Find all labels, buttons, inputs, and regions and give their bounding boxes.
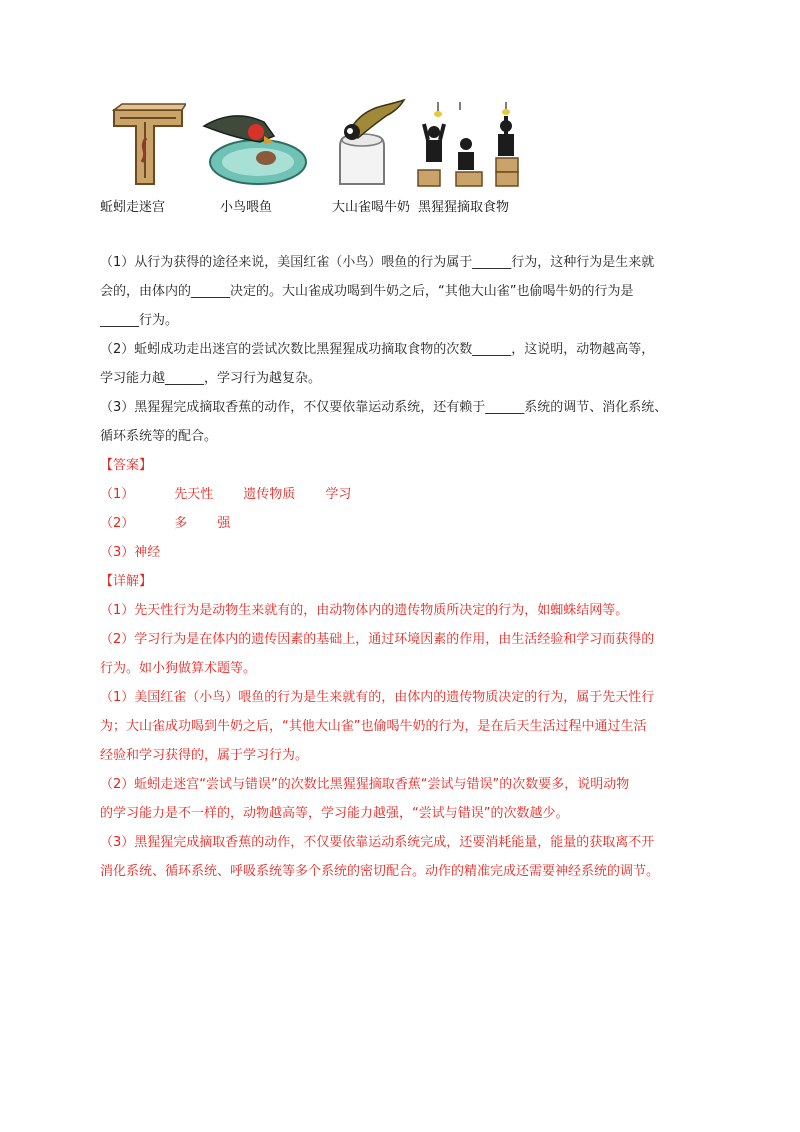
figure-strip [100,96,540,226]
answer-value: 遗传物质 [243,487,296,502]
explanation-line: （1）美国红雀（小鸟）喂鱼的行为是生来就有的，由体内的遗传物质决定的行为，属于先天性行 [100,690,655,705]
earthworm-maze-figure [108,102,186,188]
chimpanzee-picking-food-icon [414,100,526,190]
earthworm-maze-icon [108,102,186,188]
question-text: （3）黑猩猩完成摘取香蕉的动作，不仅要依靠运动系统，还有赖于______系统的调节、消化系统、 [100,400,668,415]
figure-caption: 大山雀喝牛奶 [332,200,411,215]
explanation-line: 经验和学习获得的，属于学习行为。 [100,748,309,763]
question-text: 学习能力越______，学习行为越复杂。 [100,371,322,386]
answer-value: 先天性 [174,487,214,502]
answer-value: 多 [174,516,188,531]
bird-feeding-fish-figure [200,102,308,188]
explanation-header: 【详解】 [100,574,153,589]
answer-row-1 [100,480,704,509]
explanation-line: 为；大山雀成功喝到牛奶之后，“其他大山雀”也偷喝牛奶的行为，是在后天生活过程中通过生活 [100,719,647,734]
question-text: 循环系统等的配合。 [100,429,218,444]
explanation-line: （2）学习行为是在体内的遗传因素的基础上，通过环境因素的作用，由生活经验和学习而获得的 [100,632,655,647]
question-text: ______行为。 [100,313,179,328]
explanation-line: 消化系统、循环系统、呼吸系统等多个系统的密切配合。动作的精准完成还需要神经系统的调节。 [100,864,660,879]
tit-drinking-milk-icon [318,96,408,188]
explanation-line: 行为。如小狗做算术题等。 [100,661,257,676]
explanation-line: （1）先天性行为是动物生来就有的，由动物体内的遗传物质所决定的行为，如蜘蛛结网等。 [100,603,629,618]
answer-header: 【答案】 [100,458,153,473]
bird-feeding-fish-icon [200,102,308,188]
answer-number: （1） [100,487,135,502]
explanation-line: （2）蚯蚓走迷宫“尝试与错误”的次数比黑猩猩摘取香蕉“尝试与错误”的次数要多，说明动物 [100,777,630,792]
figure-caption: 小鸟喂鱼 [220,200,273,215]
tit-drinking-milk-figure [318,96,408,188]
explanation-line: （3）黑猩猩完成摘取香蕉的动作，不仅要依靠运动系统完成，还要消耗能量，能量的获取离不开 [100,835,655,850]
question-text: 会的，由体内的______决定的。大山雀成功喝到牛奶之后，“其他大山雀”也偷喝牛奶的行为是 [100,284,634,299]
question-text: （1）从行为获得的途径来说，美国红雀（小鸟）喂鱼的行为属于______行为，这种行为是生来就 [100,255,655,270]
answer-row-3: （3）神经 [100,545,161,560]
question-text: （2）蚯蚓成功走出迷宫的尝试次数比黑猩猩成功摘取食物的次数______，这说明，动物越高等， [100,342,655,357]
figure-caption: 蚯蚓走迷宫 [100,200,166,215]
explanation-line: 的学习能力是不一样的，动物越高等，学习能力越强，“尝试与错误”的次数越少。 [100,806,569,821]
answer-number: （2） [100,516,135,531]
chimpanzee-picking-food-figure [414,100,526,190]
question-block [100,248,704,886]
figure-caption: 黑猩猩摘取食物 [418,200,510,215]
answer-row-2 [100,509,704,538]
answer-value: 学习 [325,487,352,502]
answer-value: 强 [217,516,231,531]
